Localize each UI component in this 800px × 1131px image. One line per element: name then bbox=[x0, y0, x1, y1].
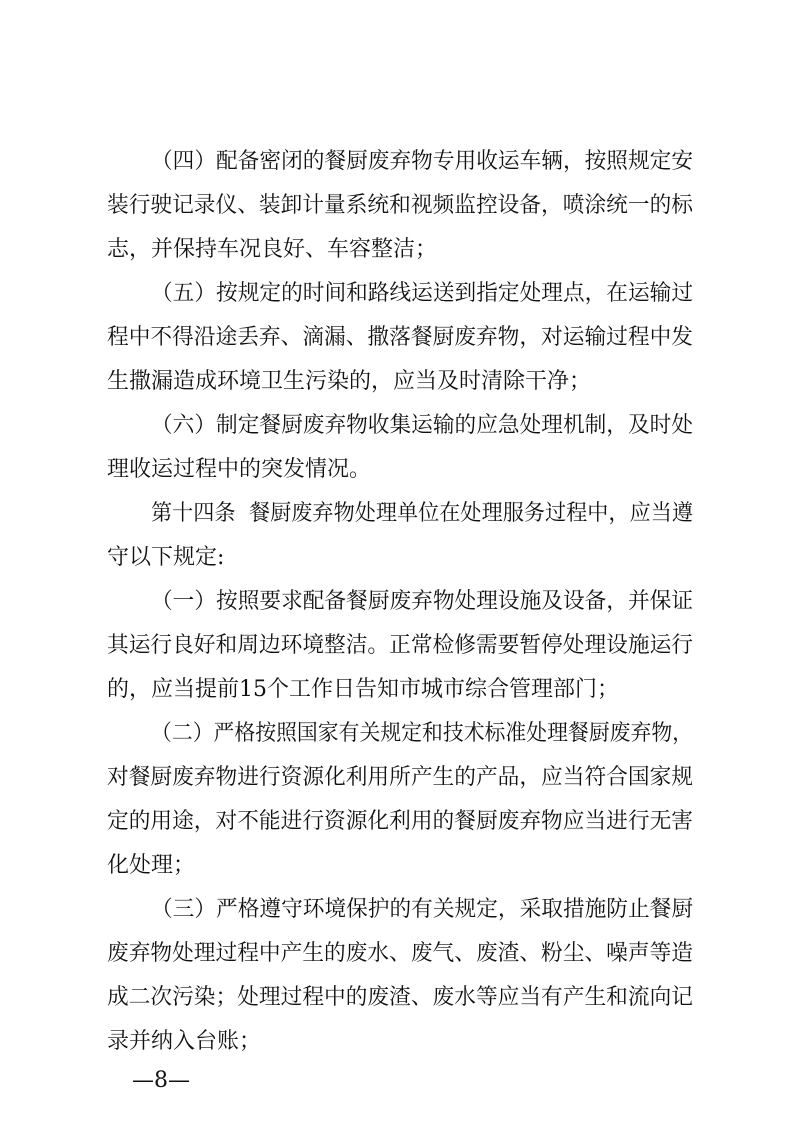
text-line bbox=[0, 626, 800, 666]
text-line bbox=[0, 406, 800, 446]
text-line bbox=[0, 670, 800, 710]
text-line bbox=[0, 230, 800, 270]
text-line bbox=[0, 934, 800, 974]
text-line bbox=[0, 714, 800, 754]
text-line bbox=[0, 978, 800, 1018]
line-text: （二）严格按照国家有关规定和技术标准处理餐厨废弃物， bbox=[151, 721, 694, 746]
line-text: （四）配备密闭的餐厨废弃物专用收运车辆，按照规定安 bbox=[151, 149, 694, 174]
text-line bbox=[0, 362, 800, 402]
line-text: 废弃物处理过程中产生的废水、废气、废渣、粉尘、噪声等造 bbox=[107, 941, 693, 966]
text-line bbox=[0, 142, 800, 182]
line-text: （六）制定餐厨废弃物收集运输的应急处理机制，及时处 bbox=[151, 413, 694, 438]
line-text: 理收运过程中的突发情况。 bbox=[107, 457, 372, 482]
text-line bbox=[0, 846, 800, 886]
text-line bbox=[0, 1022, 800, 1062]
line-text: 生撒漏造成环境卫生污染的，应当及时清除干净； bbox=[107, 369, 592, 394]
line-text: 定的用途，对不能进行资源化利用的餐厨废弃物应当进行无害 bbox=[107, 809, 693, 834]
line-text: 第十四条 餐厨废弃物处理单位在处理服务过程中，应当遵 bbox=[151, 501, 694, 526]
text-line bbox=[0, 186, 800, 226]
line-text: 志，并保持车况良好、车容整洁； bbox=[107, 237, 438, 262]
line-text: （五）按规定的时间和路线运送到指定处理点，在运输过 bbox=[151, 281, 694, 306]
line-text: 录并纳入台账； bbox=[107, 1029, 262, 1054]
line-text: （三）严格遵守环境保护的有关规定，采取措施防止餐厨 bbox=[151, 897, 694, 922]
text-line bbox=[0, 582, 800, 622]
text-line bbox=[0, 318, 800, 358]
line-text: 的，应当提前15个工作日告知市城市综合管理部门； bbox=[107, 677, 619, 702]
text-line bbox=[0, 538, 800, 578]
line-text: 程中不得沿途丢弃、滴漏、撒落餐厨废弃物，对运输过程中发 bbox=[107, 325, 693, 350]
line-text: （一）按照要求配备餐厨废弃物处理设施及设备，并保证 bbox=[151, 589, 694, 614]
text-line bbox=[0, 494, 800, 534]
line-text: 其运行良好和周边环境整洁。正常检修需要暂停处理设施运行 bbox=[107, 633, 693, 658]
line-text: 装行驶记录仪、装卸计量系统和视频监控设备，喷涂统一的标 bbox=[107, 193, 693, 218]
text-line bbox=[0, 450, 800, 490]
line-text: 守以下规定: bbox=[107, 545, 225, 570]
text-line bbox=[0, 758, 800, 798]
text-line bbox=[0, 890, 800, 930]
line-text: 成二次污染；处理过程中的废渣、废水等应当有产生和流向记 bbox=[107, 985, 693, 1010]
line-text: 对餐厨废弃物进行资源化利用所产生的产品，应当符合国家规 bbox=[107, 765, 693, 790]
line-text: 化处理； bbox=[107, 853, 196, 878]
text-line bbox=[0, 802, 800, 842]
text-line bbox=[0, 274, 800, 314]
page-number: —8— bbox=[132, 1068, 190, 1093]
